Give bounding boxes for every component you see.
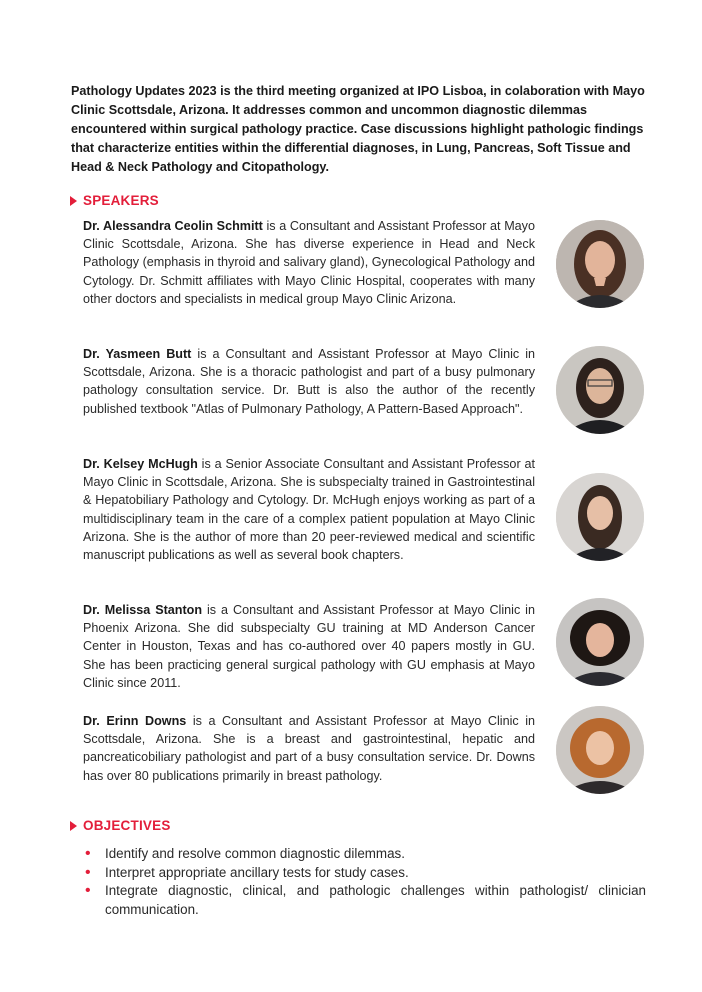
objective-text: Identify and resolve common diagnostic dilemmas. [105,846,405,861]
speaker-name: Dr. Kelsey McHugh [83,457,198,471]
speaker-text [83,455,535,564]
objective-text: Interpret appropriate ancillary tests for study cases. [105,864,409,880]
speaker-description: is a Consultant and Assistant Professor at Mayo Clinic in Scottsdale, Arizona. She is a breast and gastrointestinal, hepatic and pancreaticobiliary pathologist and part of a busy consultation service. Dr. Downs has over 80 publications primarily in breast pathology. [83,714,535,783]
list-item [83,864,646,883]
portrait-image [556,598,644,686]
speaker-text [83,601,535,692]
speaker-photo [556,473,644,561]
triangle-bullet-icon [70,821,77,831]
speaker-description: is a Consultant and Assistant Professor at Mayo Clinic Scottsdale, Arizona. She has diverse experience in Head and Neck Pathology (emphasis in thyroid and salivary gland), Gynecological Pathology and Cytology. Dr. Schmitt affiliates with Mayo Clinic Hospital, cooperates with many other doctors and specialists in medical group Mayo Clinic Arizona. [83,219,535,306]
speaker-description: is a Consultant and Assistant Professor at Mayo Clinic in Scottsdale, Arizona. She is a thoracic pathologist and part of a busy pulmonary pathology consultation service. Dr. Butt is also the author of the recently published textbook "Atlas of Pulmonary Pathology, A Pattern-Based Approach". [83,347,535,416]
speaker-bio [83,601,535,692]
speaker-name: Dr. Yasmeen Butt [83,347,192,361]
list-item [83,882,646,919]
speaker-name: Dr. Alessandra Ceolin Schmitt [83,219,263,233]
objectives-heading-label: OBJECTIVES [83,818,171,833]
speaker-name: Dr. Melissa Stanton [83,603,203,617]
speaker-name: Dr. Erinn Downs [83,714,187,728]
objective-text: Integrate diagnostic, clinical, and pathologic challenges within pathologist/ clinician communication. [105,883,646,917]
speaker-bio [83,455,535,564]
portrait-image [556,220,644,308]
bullet-icon: • [85,845,91,862]
portrait-image [556,473,644,561]
speaker-description: is a Consultant and Assistant Professor at Mayo Clinic in Phoenix Arizona. She did subspecialty GU training at MD Anderson Cancer Center in Houston, Texas and has co-authored over 40 papers mostly in GU. She has been practicing general surgical pathology with GU emphasis at Mayo Clinic since 2011. [83,603,535,690]
portrait-image [556,346,644,434]
objectives-list [83,845,646,919]
speaker-text [83,345,535,418]
speaker-photo [556,220,644,308]
speakers-heading-label: SPEAKERS [83,193,159,208]
speaker-photo [556,706,644,794]
speaker-bio [83,712,535,785]
portrait-image [556,706,644,794]
bullet-icon: • [85,882,91,899]
bullet-icon: • [85,863,91,881]
triangle-bullet-icon [70,196,77,206]
list-item [83,845,646,864]
speaker-photo [556,346,644,434]
speaker-text [83,217,535,308]
speaker-bio [83,345,535,418]
speaker-bio [83,217,535,308]
intro-paragraph: Pathology Updates 2023 is the third meeting organized at IPO Lisboa, in colaboration with Mayo Clinic Scottsdale, Arizona. It addresses common and uncommon diagnostic dilemmas encountered within surgical pathology practice. Case discussions highlight pathologic findings that characterize entities within the differential diagnoses, in Lung, Pancreas, Soft Tissue and Head & Neck Pathology and Citopathology. [71,83,645,174]
speaker-text [83,712,535,785]
speakers-heading [70,193,159,208]
objectives-heading [70,818,171,833]
speaker-description: is a Senior Associate Consultant and Assistant Professor at Mayo Clinic in Scottsdale, Arizona. She is subspecialty trained in Gastrointestinal & Hepatobiliary Pathology and Cytology. Dr. McHugh enjoys working as part of a multidisciplinary team in the care of a complex patient population at Mayo Clinic Arizona. She is the author of more than 20 peer-reviewed medical and scientific manuscript publications as well as several book chapters. [83,457,535,563]
speaker-photo [556,598,644,686]
